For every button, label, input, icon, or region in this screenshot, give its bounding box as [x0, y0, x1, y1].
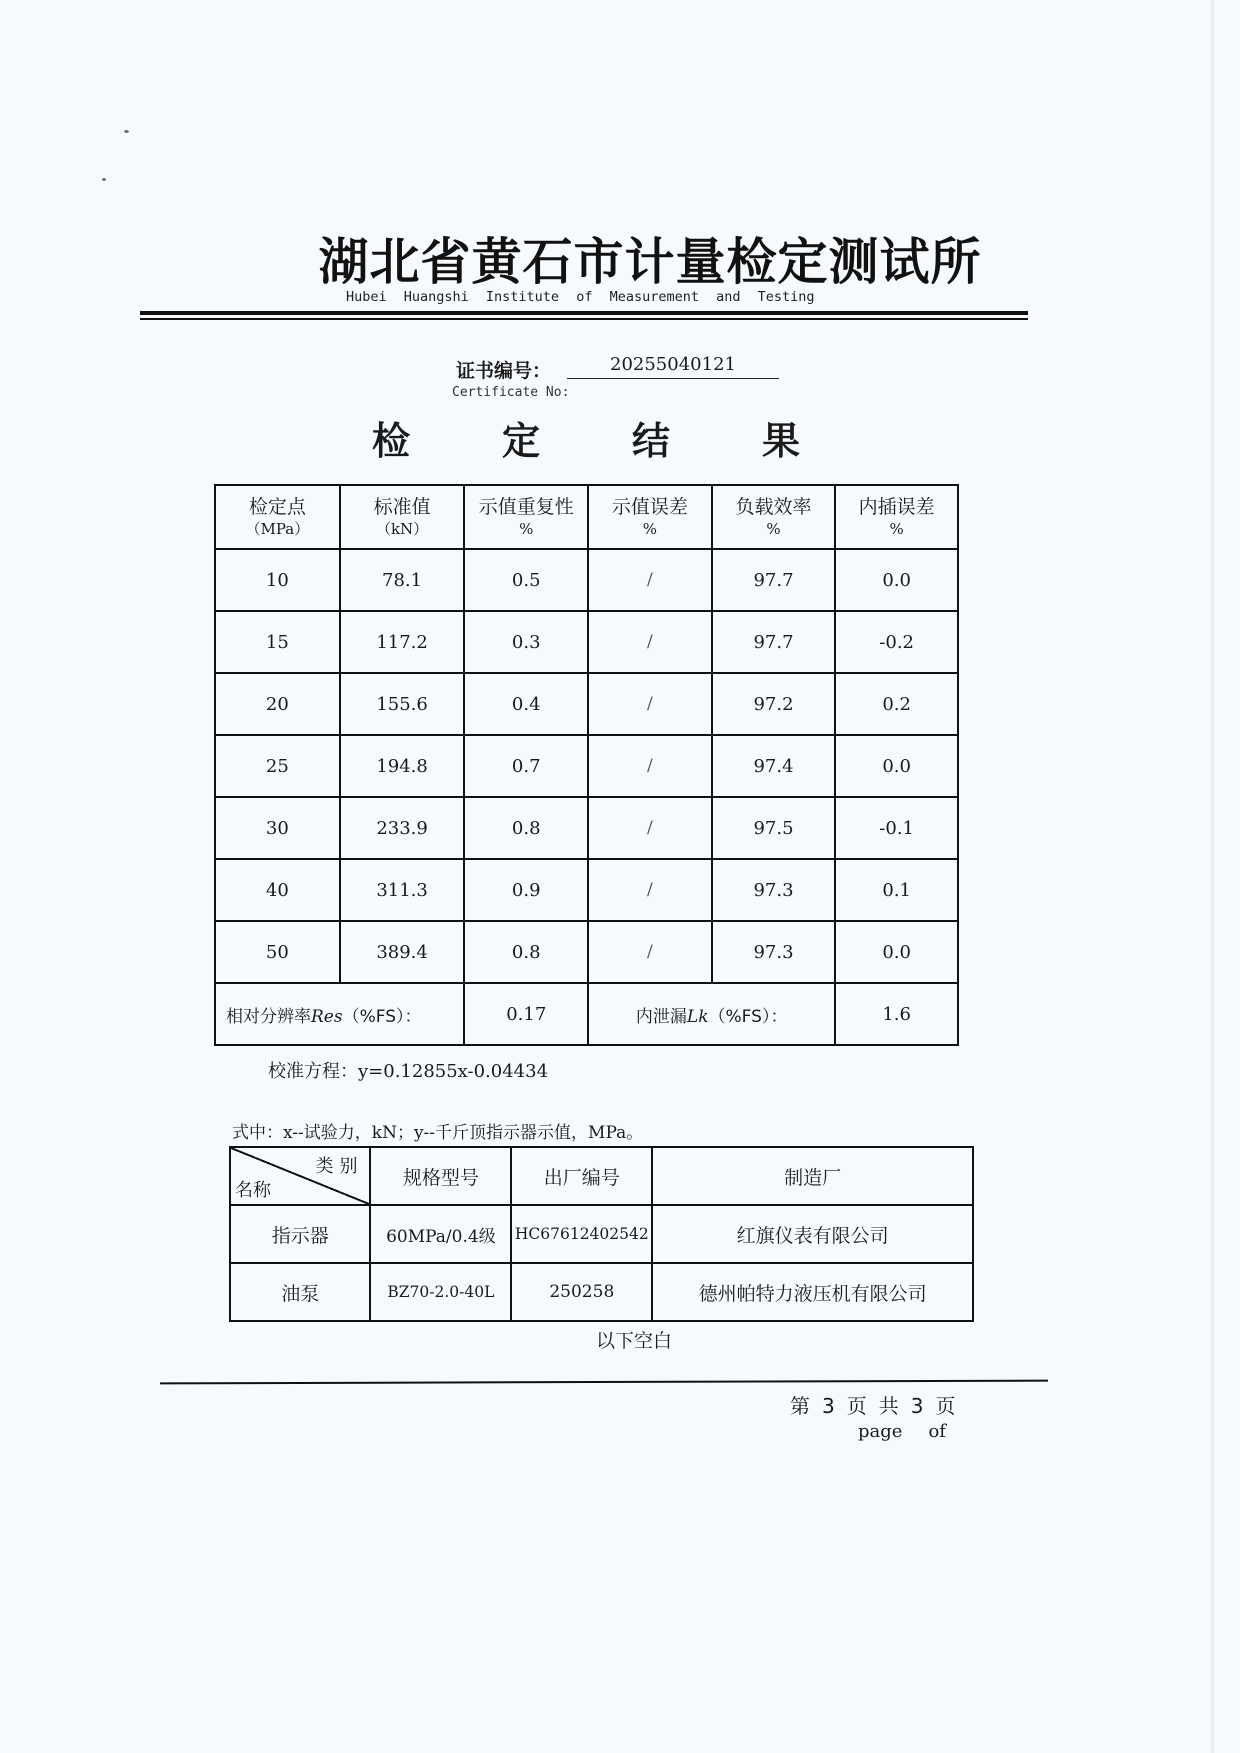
table-row	[215, 921, 958, 983]
header-name: 名称	[235, 1180, 271, 1201]
cell-repeatability: 0.7	[464, 735, 588, 797]
blank-below-note: 以下空白	[595, 1330, 672, 1352]
cell-error: /	[588, 611, 712, 673]
cell-model: BZ70-2.0-40L	[370, 1263, 511, 1321]
calibration-equation-label: 校准方程：	[268, 1061, 358, 1082]
scan-speck	[124, 130, 129, 133]
cell-error: /	[588, 673, 712, 735]
header-repeatability: 示值重复性 %	[464, 485, 588, 549]
scan-speck	[102, 178, 106, 181]
cell-repeatability: 0.8	[464, 797, 588, 859]
cell-equipment-name: 油泵	[230, 1263, 370, 1321]
table-row	[230, 1205, 973, 1263]
table-header-row	[215, 485, 958, 549]
cell-interpolation: 0.0	[835, 921, 958, 983]
cell-repeatability: 0.5	[464, 549, 588, 611]
cell-interpolation: -0.1	[835, 797, 958, 859]
calibration-equation-value: y=0.12855x-0.04434	[358, 1061, 549, 1082]
cell-interpolation: 0.0	[835, 735, 958, 797]
cell-point: 10	[215, 549, 340, 611]
current-page: 3	[822, 1394, 835, 1418]
section-title-char: 结	[632, 419, 671, 463]
equation-legend	[232, 1118, 643, 1143]
cell-error: /	[588, 859, 712, 921]
section-title	[372, 410, 892, 465]
cell-point: 15	[215, 611, 340, 673]
leakage-label: 内泄漏Lk（%FS）：	[588, 983, 835, 1045]
cell-repeatability: 0.8	[464, 921, 588, 983]
header-rule	[140, 311, 1028, 315]
cell-point: 20	[215, 673, 340, 735]
section-title-char: 果	[762, 419, 801, 463]
equipment-table	[229, 1146, 974, 1322]
cell-serial: 250258	[511, 1263, 652, 1321]
cell-efficiency: 97.2	[712, 673, 836, 735]
page-word-en: page	[858, 1421, 903, 1442]
header-indication-error: 示值误差 %	[588, 485, 712, 549]
institute-name-english: Hubei Huangshi Institute of Measurement and Testing	[346, 289, 815, 305]
total-word: 共	[878, 1394, 899, 1418]
table-row	[215, 673, 958, 735]
header-verification-point: 检定点 （MPa）	[215, 485, 340, 549]
section-title-char: 定	[502, 419, 541, 463]
table-row	[215, 859, 958, 921]
cell-error: /	[588, 921, 712, 983]
page-word: 页	[935, 1394, 956, 1418]
table-row	[215, 549, 958, 611]
header-load-efficiency: 负载效率 %	[712, 485, 836, 549]
cell-standard: 78.1	[340, 549, 465, 611]
footer-rule	[160, 1380, 1048, 1385]
cell-error: /	[588, 797, 712, 859]
diagonal-header-cell	[230, 1147, 370, 1205]
cell-standard: 389.4	[340, 921, 465, 983]
header-serial: 出厂编号	[511, 1147, 652, 1205]
verification-results-table	[214, 484, 959, 1046]
cell-interpolation: 0.0	[835, 549, 958, 611]
cell-point: 25	[215, 735, 340, 797]
cell-manufacturer: 德州帕特力液压机有限公司	[652, 1263, 973, 1321]
cell-standard: 117.2	[340, 611, 465, 673]
cell-repeatability: 0.3	[464, 611, 588, 673]
cell-interpolation: 0.2	[835, 673, 958, 735]
page-number-en	[858, 1421, 972, 1442]
header-model: 规格型号	[370, 1147, 511, 1205]
resolution-label: 相对分辨率Res（%FS）：	[215, 983, 464, 1045]
certificate-label: 证书编号：	[456, 360, 552, 382]
equation-legend-text: x--试验力，kN；y--千斤顶指示器示值，MPa。	[283, 1123, 644, 1143]
equipment-header-row	[230, 1147, 973, 1205]
institute-name: 湖北省黄石市计量检定测试所	[318, 233, 982, 291]
table-row	[215, 797, 958, 859]
resolution-value: 0.17	[464, 983, 588, 1045]
header-category: 类别	[315, 1156, 364, 1177]
calibration-equation	[268, 1057, 548, 1083]
equation-legend-label: 式中：	[232, 1123, 283, 1143]
page-number-zh	[790, 1390, 967, 1419]
table-row	[215, 611, 958, 673]
cell-model: 60MPa/0.4级	[370, 1205, 511, 1263]
cell-standard: 311.3	[340, 859, 465, 921]
certificate-label-english: Certificate No:	[452, 385, 570, 400]
cell-serial: HC67612402542	[511, 1205, 652, 1263]
cell-point: 50	[215, 921, 340, 983]
cell-point: 30	[215, 797, 340, 859]
cell-interpolation: 0.1	[835, 859, 958, 921]
total-pages: 3	[910, 1394, 924, 1418]
section-title-char: 检	[372, 419, 411, 463]
header-rule-thin	[140, 318, 1028, 320]
cell-standard: 233.9	[340, 797, 465, 859]
cell-standard: 155.6	[340, 673, 465, 735]
header-standard-value: 标准值 （kN）	[340, 485, 465, 549]
cell-point: 40	[215, 859, 340, 921]
summary-row	[215, 983, 958, 1045]
cell-efficiency: 97.4	[712, 735, 836, 797]
cell-efficiency: 97.5	[712, 797, 836, 859]
cell-error: /	[588, 735, 712, 797]
cell-efficiency: 97.7	[712, 549, 836, 611]
header-interpolation-error: 内插误差 %	[835, 485, 958, 549]
cell-efficiency: 97.3	[712, 859, 836, 921]
cell-error: /	[588, 549, 712, 611]
page-word: 页	[846, 1394, 867, 1418]
cell-standard: 194.8	[340, 735, 465, 797]
page-word: 第	[790, 1394, 810, 1418]
cell-repeatability: 0.4	[464, 673, 588, 735]
cell-interpolation: -0.2	[835, 611, 958, 673]
cell-manufacturer: 红旗仪表有限公司	[652, 1205, 973, 1263]
certificate-number: 20255040121	[567, 354, 779, 379]
cell-efficiency: 97.3	[712, 921, 836, 983]
table-row	[230, 1263, 973, 1321]
cell-repeatability: 0.9	[464, 859, 588, 921]
table-row	[215, 735, 958, 797]
cell-equipment-name: 指示器	[230, 1205, 370, 1263]
leakage-value: 1.6	[835, 983, 958, 1045]
header-manufacturer: 制造厂	[652, 1147, 973, 1205]
of-word-en: of	[928, 1421, 946, 1442]
cell-efficiency: 97.7	[712, 611, 836, 673]
